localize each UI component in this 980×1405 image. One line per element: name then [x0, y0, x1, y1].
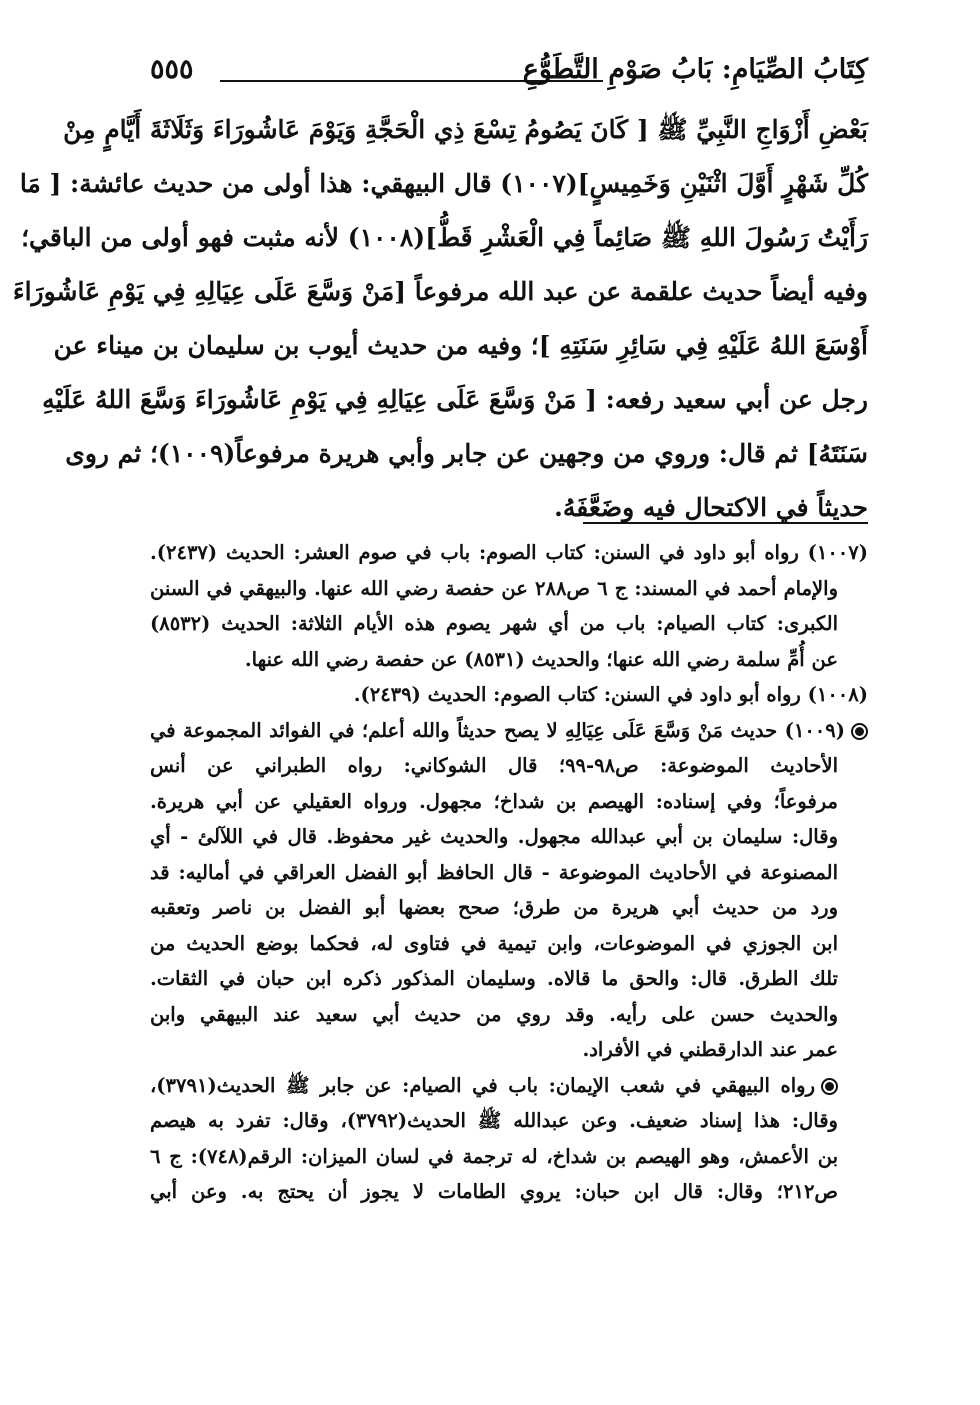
main-text-line: سَنَتَهُ] ثم قال: وروي من وجهين عن جابر وأبي هريرة مرفوعاً(١٠٠٩)؛ ثم روى	[65, 439, 868, 468]
footnote-1009-line: ورد من حديث أبي هريرة من طرق؛ صحح بعضها أبو الفضل بن ناصر وتعقبه	[150, 896, 838, 919]
footnote-extra-line: ص٢١٢؛ وقال: قال ابن حبان: يروي الطامات لا يجوز أن يحتج به. وعن أبي	[150, 1180, 838, 1203]
footnotes	[150, 535, 868, 1210]
footnote-1009-line: وقال: سليمان بن أبي عبدالله مجهول. والحديث غير محفوظ. قال في اللآلئ - أي	[150, 825, 838, 848]
running-header	[150, 50, 868, 90]
header-rule	[220, 80, 603, 82]
main-text-line: كُلِّ شَهْرٍ أَوَّلَ اثْنَيْنِ وَخَمِيسٍ](١٠٠٧) قال البيهقي: هذا أولى من حديث عائشة: [ مَا	[19, 169, 868, 198]
footnote-1009-line: عمر عند الدارقطني في الأفراد.	[582, 1038, 838, 1061]
footnote-1007-line: الكبرى: كتاب الصيام: باب من أي شهر يصوم هذه الأيام الثلاثة: الحديث (٨٥٣٢)	[150, 612, 838, 635]
footnote-1008-line: (١٠٠٨) رواه أبو داود في السنن: كتاب الصوم: الحديث (٢٤٣٩).	[353, 683, 868, 706]
chapter-title: كِتَابُ الصِّيَامِ: بَابُ صَوْمِ التَّطَوُّعِ	[522, 54, 868, 85]
footnote-1009-line: تلك الطرق. قال: والحق ما قالاه. وسليمان المذكور ذكره ابن حبان في الثقات.	[150, 967, 838, 990]
footnote-extra-first-line	[150, 1068, 868, 1104]
footnote-1009-line: والحديث حسن على رأيه. وقد روي من حديث أبي سعيد عند البيهقي وابن	[150, 1002, 838, 1026]
page-number: ٥٥٥	[150, 54, 194, 85]
footnote-1009-line: (١٠٠٩) حديث مَنْ وَسَّعَ عَلَى عِيَالِهِ لا يصح حديثاً والله أعلم؛ في الفوائد المجموعة في	[150, 718, 845, 742]
footnote-extra-line: بن الأعمش، وهو الهيصم بن شداخ، له ترجمة في لسان الميزان: الرقم(٧٤٨): ج ٦	[150, 1144, 838, 1168]
circled-bullet-icon	[851, 723, 868, 740]
footnote-extra-line: وقال: هذا إسناد ضعيف. وعن عبدالله ﷺ الحديث(٣٧٩٢)، وقال: تفرد به هيصم	[150, 1109, 838, 1132]
footnote-1007-line: عن أُمِّ سلمة رضي الله عنها؛ والحديث (٨٥٣١) عن حفصة رضي الله عنها.	[244, 647, 838, 671]
main-text-line: بَعْضِ أَزْوَاجِ النَّبِيِّ ﷺ [ كَانَ يَصُومُ تِسْعَ ذِي الْحَجَّةِ وَيَوْمَ عَاشُورَاءَ وَثَلَاثَةَ أَيَّامٍ مِنْ	[63, 115, 868, 144]
footnote-1007-line: (١٠٠٧) رواه أبو داود في السنن: كتاب الصوم: باب في صوم العشر: الحديث (٢٤٣٧).	[150, 541, 868, 564]
footnote-separator	[583, 522, 868, 524]
main-text-line: رَأَيْتُ رَسُولَ اللهِ ﷺ صَائِماً فِي الْعَشْرِ قَطُّ](١٠٠٨) لأنه مثبت فهو أولى من الباقي؛	[21, 223, 868, 252]
footnote-1007-line: والإمام أحمد في المسند: ج ٦ ص٢٨٨ عن حفصة رضي الله عنها. والبيهقي في السنن	[150, 576, 838, 600]
main-text	[12, 103, 868, 535]
footnote-1009-line: المصنوعة في الأحاديث الموضوعة - قال الحافظ أبو الفضل العراقي في أماليه: قد	[150, 860, 838, 884]
main-text-line: رجل عن أبي سعيد رفعه: [ مَنْ وَسَّعَ عَلَى عِيَالِهِ فِي يَوْمِ عَاشُورَاءَ وَسَّعَ اللهُ عَلَيْهِ	[42, 385, 868, 414]
circled-bullet-icon	[821, 1078, 838, 1095]
footnote-1009-line: ابن الجوزي في الموضوعات، وابن تيمية في فتاوى له، فحكما بوضع الحديث من	[150, 931, 838, 955]
footnote-extra-line: رواه البيهقي في شعب الإيمان: باب في الصيام: عن جابر ﷺ الحديث(٣٧٩١)،	[150, 1073, 815, 1097]
main-text-line: أَوْسَعَ اللهُ عَلَيْهِ فِي سَائِرِ سَنَتِهِ ]؛ وفيه من حديث أيوب بن سليمان بن ميناء عن	[53, 331, 868, 360]
footnote-1009-line: الأحاديث الموضوعة: ص٩٨-٩٩؛ قال الشوكاني: رواه الطبراني عن أنس	[150, 754, 838, 777]
footnote-1009-first-line	[150, 713, 868, 749]
main-text-line: وفيه أيضاً حديث علقمة عن عبد الله مرفوعاً [مَنْ وَسَّعَ عَلَى عِيَالِهِ فِي يَوْمِ عَاشُورَاءَ	[12, 277, 868, 306]
main-text-line: حديثاً في الاكتحال فيه وضَعَّفَهُ.	[554, 493, 868, 522]
footnote-1009-line: مرفوعاً؛ وفي إسناده: الهيصم بن شداخ؛ مجهول. ورواه العقيلي عن أبي هريرة.	[150, 789, 838, 813]
